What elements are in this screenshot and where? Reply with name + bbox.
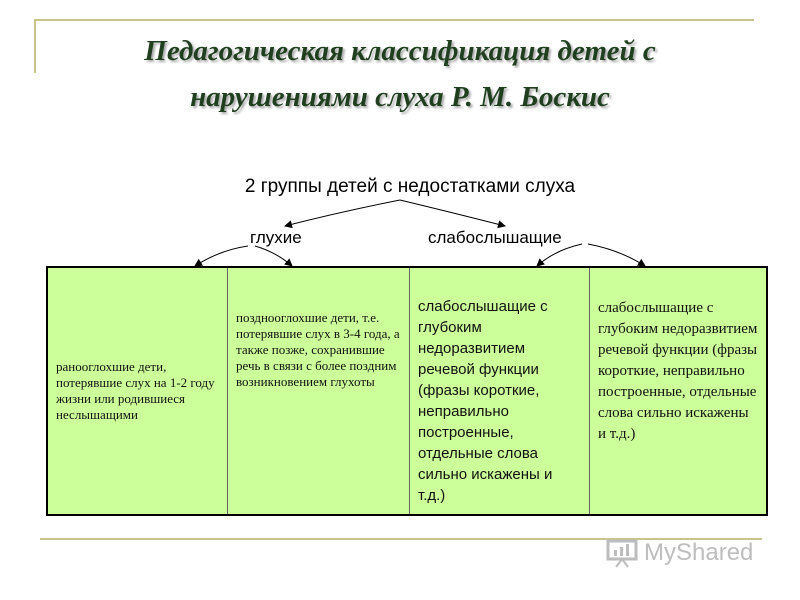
cell-hard-of-hearing-2 [590,268,766,514]
title-line-2: нарушениями слуха Р. М. Боскис [190,81,610,113]
arrow-to-cell-3 [537,244,582,266]
cell-early-deaf [48,268,228,514]
myshared-watermark [606,538,753,568]
arrow-to-cell-2 [255,246,292,266]
presentation-board-icon [606,538,638,568]
cell-late-deaf-text: позднооглохшие дети, т.е. потерявшие слух в 3-4 года, а также позже, сохранившие речь в связи с более поздним возникновением глухоты [236,310,400,389]
cell-early-deaf-text: раноoглохшие дети, потерявшие слух на 1-2 году жизни или родившиеся неслышащими [56,359,215,422]
arrow-to-cell-1 [195,246,248,266]
title-line-1: Педагогическая классификация детей с [144,35,656,67]
watermark-text: MyShared [644,539,754,566]
subtitle: 2 группы детей с недостатками слуха [244,176,576,197]
arrow-to-hard-of-hearing [400,200,505,226]
group-label-hard-of-hearing: слабослышащие [428,228,562,247]
group-label-deaf: глухие [250,228,302,247]
arrow-to-cell-4 [588,244,645,266]
cell-late-deaf [228,268,410,514]
arrow-to-deaf [285,200,400,226]
classification-table [46,266,768,516]
cell-hard-of-hearing-1 [410,268,590,514]
cell-hard-of-hearing-2-text: слабослышащие с глубоким недоразвитием речевой функции (фразы короткие, неправильно построенные, отдельные слова сильно искажены и т.д.) [598,300,758,442]
cell-hard-of-hearing-1-text: слабослышащие с глубоким недоразвитием речевой функции (фразы короткие, неправильно построенные, отдельные слова сильно искажены и т.д.) [418,298,553,504]
